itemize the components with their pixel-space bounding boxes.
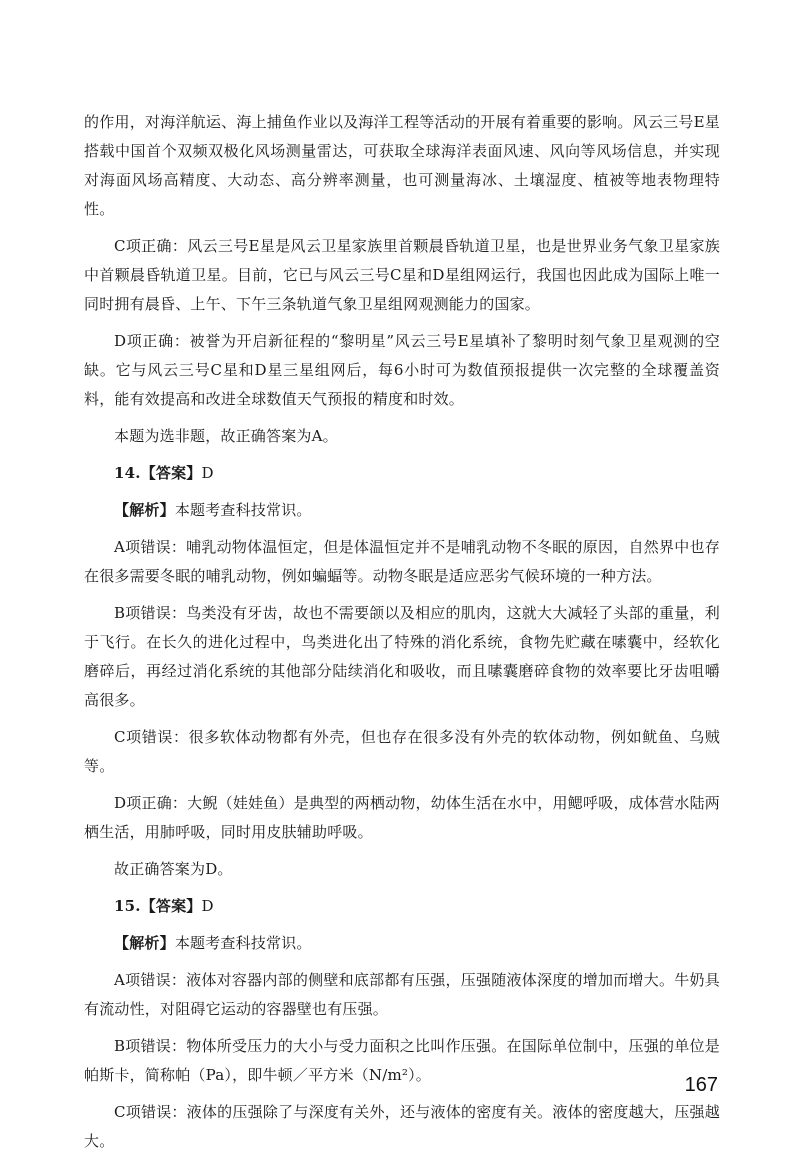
paragraph-text: A项错误：哺乳动物体温恒定，但是体温恒定并不是哺乳动物不冬眠的原因，自然界中也存在很多需要冬眠的哺乳动物，例如蝙蝠等。动物冬眠是适应恶劣气候环境的一种方法。 — [84, 538, 720, 585]
paragraph-text: B项错误：物体所受压力的大小与受力面积之比叫作压强。在国际单位制中，压强的单位是帕斯卡，简称帕（Pa），即牛顿／平方米（N/m²）。 — [84, 1037, 720, 1084]
paragraph-text: D项正确：被誉为开启新征程的“黎明星”风云三号E星填补了黎明时刻气象卫星观测的空缺。它与风云三号C星和D星三星组网后，每6小时可为数值预报提供一次完整的全球覆盖资料，能有效提高和改进全球数值天气预报的精度和时效。 — [84, 332, 720, 408]
paragraph-text: D项正确：大鲵（娃娃鱼）是典型的两栖动物，幼体生活在水中，用鳃呼吸，成体营水陆两栖生活，用肺呼吸，同时用皮肤辅助呼吸。 — [84, 794, 720, 841]
paragraph — [84, 929, 720, 958]
paragraph-text: A项错误：液体对容器内部的侧壁和底部都有压强，压强随液体深度的增加而增大。牛奶具有流动性，对阻碍它运动的容器壁也有压强。 — [84, 971, 720, 1018]
paragraph — [84, 496, 720, 525]
paragraph — [84, 966, 720, 1024]
paragraph-label: 【解析】 — [114, 501, 175, 519]
paragraph-text: D — [201, 897, 214, 915]
paragraph — [84, 108, 720, 224]
page-number: 167 — [684, 1074, 718, 1096]
paragraph-label: 【解析】 — [114, 934, 175, 952]
paragraph-text: C项正确：风云三号E星是风云卫星家族里首颗晨昏轨道卫星，也是世界业务气象卫星家族中首颗晨昏轨道卫星。目前，它已与风云三号C星和D星组网运行，我国也因此成为国际上唯一同时拥有晨昏、上午、下午三条轨道气象卫星组网观测能力的国家。 — [84, 237, 720, 313]
paragraph — [84, 789, 720, 847]
paragraph-text: 本题为选非题，故正确答案为A。 — [114, 427, 338, 445]
paragraph — [84, 422, 720, 451]
paragraph — [84, 232, 720, 319]
paragraph — [84, 533, 720, 591]
paragraph-text: 故正确答案为D。 — [114, 860, 233, 878]
paragraph — [84, 599, 720, 715]
paragraph-text: 本题考查科技常识。 — [174, 934, 312, 952]
paragraph — [84, 855, 720, 884]
paragraph-text: 本题考查科技常识。 — [174, 501, 312, 519]
paragraph-label: 15.【答案】 — [114, 897, 202, 915]
document-body — [84, 108, 720, 1164]
paragraph — [84, 892, 720, 921]
paragraph — [84, 327, 720, 414]
paragraph — [84, 459, 720, 488]
paragraph-text: C项错误：液体的压强除了与深度有关外，还与液体的密度有关。液体的密度越大，压强越大。 — [84, 1103, 720, 1150]
paragraph-label: 14.【答案】 — [114, 464, 202, 482]
paragraph-text: D — [201, 464, 214, 482]
paragraph — [84, 723, 720, 781]
paragraph-text: B项错误：鸟类没有牙齿，故也不需要颌以及相应的肌肉，这就大大减轻了头部的重量，利于飞行。在长久的进化过程中，鸟类进化出了特殊的消化系统，食物先贮藏在嗉囊中，经软化磨碎后，再经过消化系统的其他部分陆续消化和吸收，而且嗉囊磨碎食物的效率要比牙齿咀嚼高很多。 — [84, 604, 720, 709]
paragraph-text: C项错误：很多软体动物都有外壳，但也存在很多没有外壳的软体动物，例如鱿鱼、乌贼等。 — [84, 728, 720, 775]
paragraph — [84, 1098, 720, 1156]
paragraph — [84, 1032, 720, 1090]
paragraph-text: 的作用，对海洋航运、海上捕鱼作业以及海洋工程等活动的开展有着重要的影响。风云三号E星搭载中国首个双频双极化风场测量雷达，可获取全球海洋表面风速、风向等风场信息，并实现对海面风场高精度、大动态、高分辨率测量，也可测量海冰、土壤湿度、植被等地表物理特性。 — [84, 113, 720, 218]
